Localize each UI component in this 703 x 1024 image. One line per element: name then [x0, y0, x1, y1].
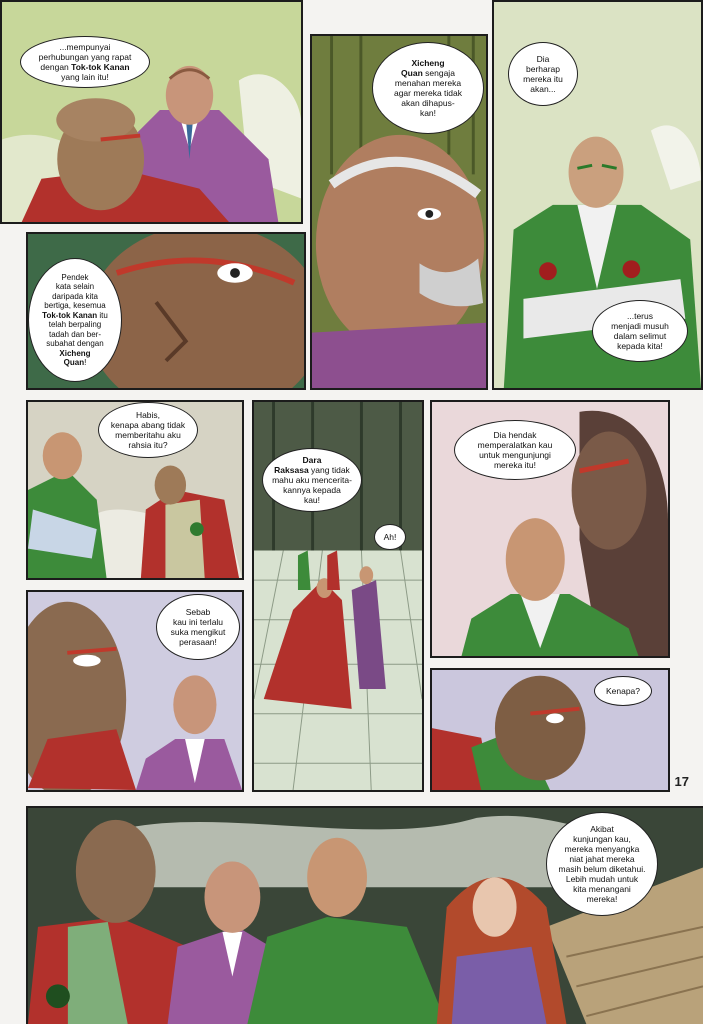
- speech-bubble-11: Kenapa?: [594, 676, 652, 706]
- speech-bubble-12: Akibat kunjungan kau, mereka menyangka niat jahat mereka masih belum diketahui. Lebih mudah untuk kita menangani mereka!: [546, 812, 658, 916]
- speech-bubble-2: Xicheng Quan sengaja menahan mereka agar mereka tidak akan dihapus- kan!: [372, 42, 484, 134]
- panel-1: [0, 0, 303, 224]
- panel-2: [310, 34, 488, 390]
- speech-bubble-9: Dia hendak memperalatkan kau untuk mengunjungi mereka itu!: [454, 420, 576, 480]
- panel-4: [26, 232, 306, 390]
- panel-3: [492, 0, 703, 390]
- speech-bubble-6: Habis, kenapa abang tidak memberitahu aku rahsia itu?: [98, 402, 198, 458]
- speech-bubble-3: Dia berharap mereka itu akan...: [508, 42, 578, 106]
- panel-10: [26, 806, 703, 1024]
- panel-6: [252, 400, 424, 792]
- panel-5: [26, 400, 244, 580]
- page-number: 17: [674, 774, 689, 789]
- speech-bubble-1: ...mempunyai perhubungan yang rapat dengan Tok-tok Kanan yang lain itu!: [20, 36, 150, 88]
- panel-1-art: [2, 2, 301, 222]
- speech-bubble-7: Dara Raksasa yang tidak mahu aku mencerita- kannya kepada kau!: [262, 448, 362, 512]
- speech-bubble-5: ...terus menjadi musuh dalam selimut kepada kita!: [592, 300, 688, 362]
- panel-9: [430, 668, 670, 792]
- speech-bubble-4: Pendek kata selain daripada kita bertiga, kesemua Tok-tok Kanan itu telah berpaling tadah dan ber- subahat dengan Xicheng Quan!: [28, 258, 122, 382]
- panel-7: [430, 400, 670, 658]
- panel-8: [26, 590, 244, 792]
- speech-bubble-8: Ah!: [374, 524, 406, 550]
- speech-bubble-10: Sebab kau ini terlalu suka mengikut perasaan!: [156, 594, 240, 660]
